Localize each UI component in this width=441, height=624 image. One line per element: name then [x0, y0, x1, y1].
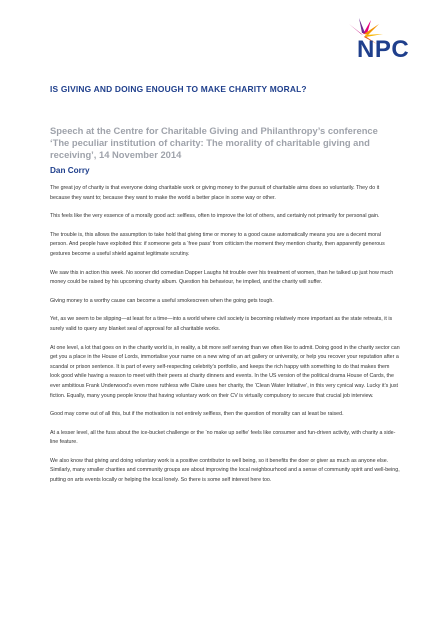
paragraph: At one level, a lot that goes on in the charity world is, in reality, a bit more self serving than we often like to admit. Doing good in the charity sector can get you a place in the House of Lords, immortalise your name on a new wing of an art gallery or university, or help you recover your reputation after a scandal or prison sentence. It is part of every self-respecting celebrity’s portfolio, and keeps the rich happy with something to do that makes them look good while having a reason to meet with their peers at charity dinners and events. In the US version of the political drama House of Cards, the ever ambitious Frank Underwood’s even more ruthless wife Claire uses her charity, the ‘Clean Water Initiative’, in this very cynical way. Lucky it’s just fiction. Equally, many young people know that having voluntary work on their CV is virtually compulsory to secure that crucial job interview.	[50, 344, 400, 399]
paragraph: We also know that giving and doing voluntary work is a positive contributor to well being, so it benefits the doer or giver as much as anyone else. Similarly, many smaller charities and community groups are about improving the local neighbourhood and a sense of community spirit and well-being, putting on arts events locally or helping the local lonely. So there is some self interest here too.	[50, 457, 400, 484]
author-name: Dan Corry	[50, 166, 90, 175]
paragraph: The great joy of charity is that everyone doing charitable work or giving money to the pursuit of charitable aims does so voluntarily. They do it because they want to; because they want to make the world a better place in some way or other.	[50, 185, 380, 201]
paragraph: We saw this in action this week. No sooner did comedian Dapper Laughs hit trouble over his treatment of women, than he talked up just how much money could be raised by his upcoming charity album. Question his behaviour, he implied, and the charity will suffer.	[50, 269, 394, 286]
paragraph: Yet, as we seem to be slipping—at least for a time—into a world where civil society is becoming relatively more important as the state retreats, it is surely valid to query any blanket seal of approval for all charitable works.	[50, 316, 393, 332]
document-subtitle: Speech at the Centre for Charitable Giving and Philanthropy’s conference ‘The peculiar institution of charity: The morality of charitable giving and receiving’, 14 November 2014	[50, 125, 378, 160]
paragraph: Giving money to a worthy cause can become a useful smokescreen when the going gets tough.	[50, 297, 274, 304]
document-title: IS GIVING AND DOING ENOUGH TO MAKE CHARITY MORAL?	[50, 84, 307, 94]
logo-text: NPC	[357, 36, 410, 63]
document-body	[50, 184, 400, 495]
paragraph: At a lesser level, all the fuss about the ice-bucket challenge or the ‘no make up selfie’ feels like consumer and fun-driven activity, with charity a side-line feature.	[50, 429, 396, 446]
npc-logo	[337, 18, 427, 68]
paragraph: The trouble is, this allows the assumption to take hold that giving time or money to a good cause automatically means you are a decent moral person. And people have exploited this: if someone gets a ‘free pass’ from criticism the moment they mention charity, then apparently generous gestures become a useful shield against legitimate scrutiny.	[50, 231, 385, 257]
paragraph: Good may come out of all this, but if the motivation is not entirely selfless, then the question of morality can at least be raised.	[50, 411, 344, 418]
paragraph: This feels like the very essence of a morally good act: selfless, often to improve the lot of others, and certainly not primarily for personal gain.	[50, 213, 380, 220]
